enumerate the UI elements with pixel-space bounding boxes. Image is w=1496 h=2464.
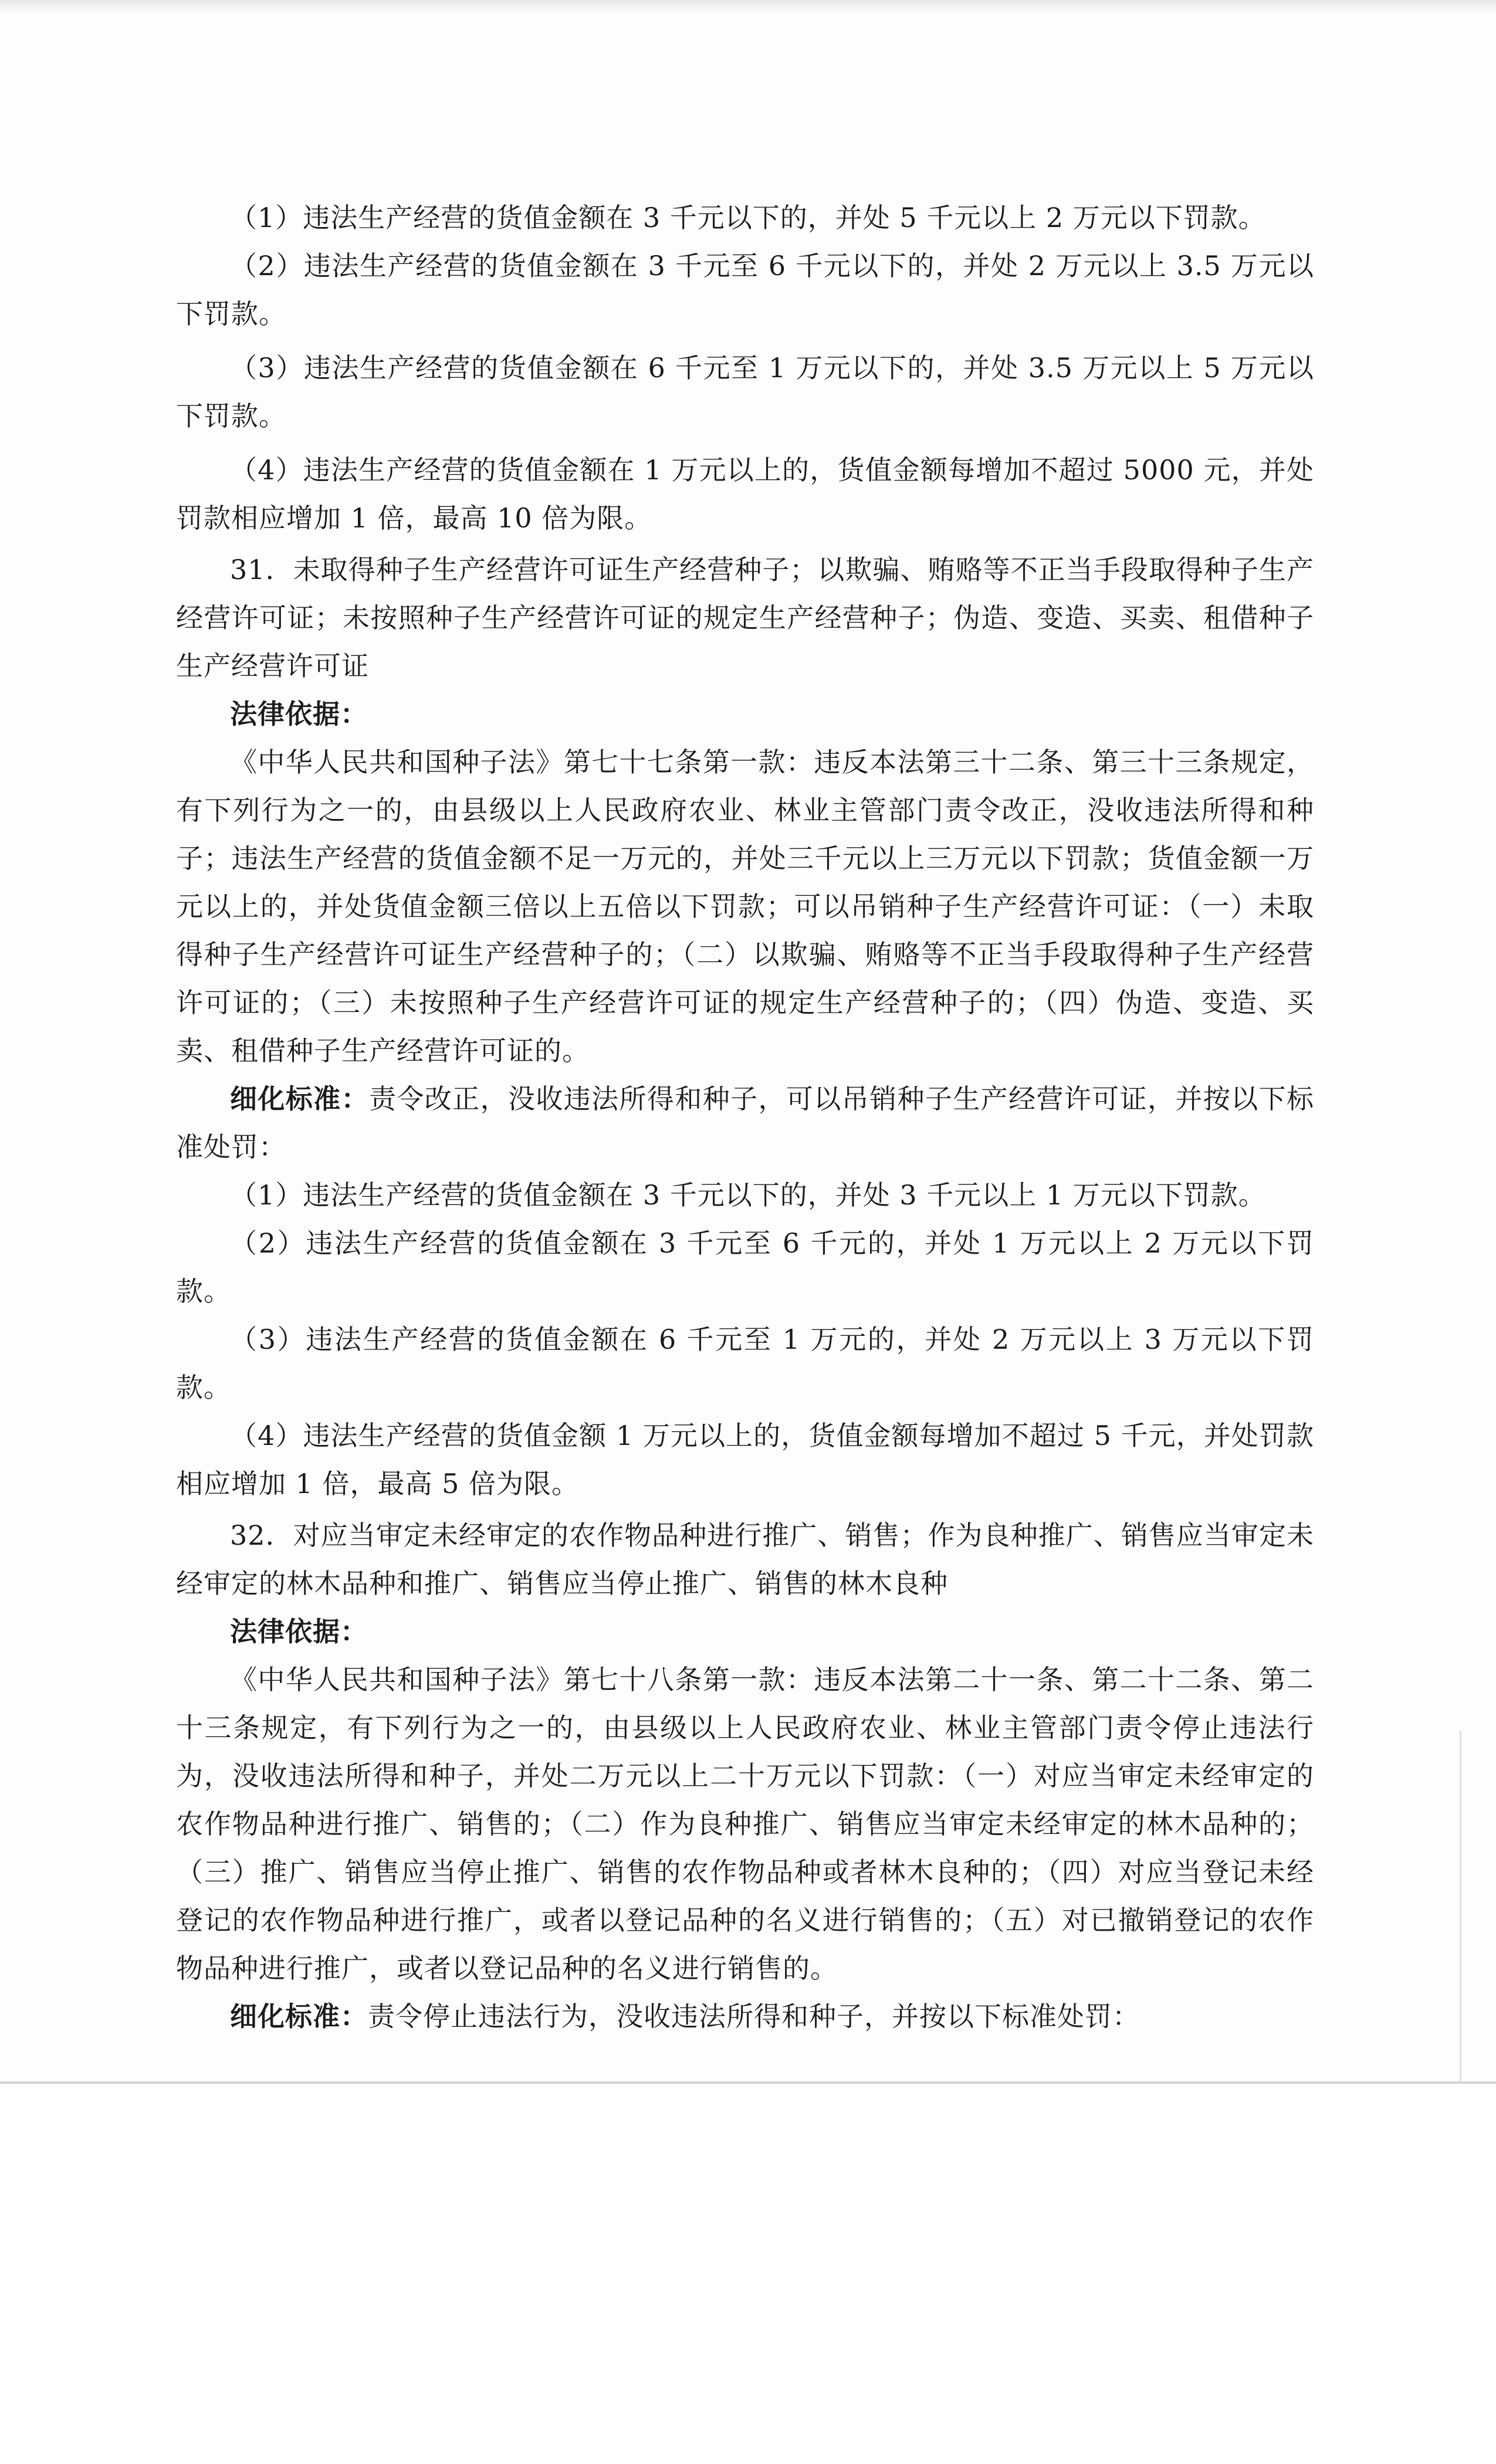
legal-basis-text-31: 《中华人民共和国种子法》第七十七条第一款：违反本法第三十二条、第三十三条规定，有下列行为之一的，由县级以上人民政府农业、林业主管部门责令改正，没收违法所得和种子；违法生产经营的货值金额不足一万元的，并处三千元以上三万元以下罚款；货值金额一万元以上的，并处货值金额三倍以上五倍以下罚款；可以吊销种子生产经营许可证：（一）未取得种子生产经营许可证生产经营种子的；（二）以欺骗、贿赂等不正当手段取得种子生产经营许可证的；（三）未按照种子生产经营许可证的规定生产经营种子的；（四）伪造、变造、买卖、租借种子生产经营许可证的。	[176, 746, 1314, 1067]
penalty-item: （3）违法生产经营的货值金额在 6 千元至 1 万元的，并处 2 万元以上 3 万元以下罚款。	[176, 1324, 1314, 1403]
document-body	[176, 194, 1314, 2040]
penalty-item: （1）违法生产经营的货值金额在 3 千元以下的，并处 3 千元以上 1 万元以下罚款。	[230, 1179, 1266, 1211]
legal-basis-label: 法律依据：	[230, 698, 368, 730]
penalty-item: （2）违法生产经营的货值金额在 3 千元至 6 千元以下的，并处 2 万元以上 3.5 万元以下罚款。	[176, 250, 1314, 330]
penalty-item: （4）违法生产经营的货值金额在 1 万元以上的，货值金额每增加不超过 5000 元，并处罚款相应增加 1 倍，最高 10 倍为限。	[176, 454, 1314, 534]
standard-32	[176, 1992, 1314, 2040]
standard-text: 责令停止违法行为，没收违法所得和种子，并按以下标准处罚：	[368, 2001, 1140, 2032]
penalty-item: （3）违法生产经营的货值金额在 6 千元至 1 万元以下的，并处 3.5 万元以上 5 万元以下罚款。	[176, 352, 1314, 432]
penalty-item: （2）违法生产经营的货值金额在 3 千元至 6 千元的，并处 1 万元以上 2 万元以下罚款。	[176, 1227, 1314, 1307]
article-heading-31: 31．未取得种子生产经营许可证生产经营种子；以欺骗、贿赂等不正当手段取得种子生产经营许可证；未按照种子生产经营许可证的规定生产经营种子；伪造、变造、买卖、租借种子生产经营许可证	[176, 554, 1314, 682]
standard-label: 细化标准：	[230, 1083, 369, 1115]
standard-label: 细化标准：	[230, 2001, 368, 2032]
page-bottom-edge	[0, 2081, 1496, 2084]
legal-basis-label: 法律依据：	[230, 1616, 368, 1647]
penalty-item: （1）违法生产经营的货值金额在 3 千元以下的，并处 5 千元以上 2 万元以下罚款。	[230, 202, 1266, 233]
legal-basis-label-31	[176, 690, 1314, 738]
article-heading-32: 32．对应当审定未经审定的农作物品种进行推广、销售；作为良种推广、销售应当审定未经审定的林木品种和推广、销售应当停止推广、销售的林木良种	[176, 1519, 1314, 1599]
legal-basis-label-32	[176, 1607, 1314, 1656]
page-right-edge	[1460, 1731, 1461, 2083]
standard-text: 责令改正，没收违法所得和种子，可以吊销种子生产经营许可证，并按以下标准处罚：	[176, 1083, 1315, 1163]
legal-basis-text-32: 《中华人民共和国种子法》第七十八条第一款：违反本法第二十一条、第二十二条、第二十三条规定，有下列行为之一的，由县级以上人民政府农业、林业主管部门责令停止违法行为，没收违法所得和种子，并处二万元以上二十万元以下罚款：（一）对应当审定未经审定的农作物品种进行推广、销售的；（二）作为良种推广、销售应当审定未经审定的林木品种的；（三）推广、销售应当停止推广、销售的农作物品种或者林木良种的；（四）对应当登记未经登记的农作物品种进行推广，或者以登记品种的名义进行销售的；（五）对已撤销登记的农作物品种进行推广，或者以登记品种的名义进行销售的。	[176, 1664, 1314, 1984]
penalty-item: （4）违法生产经营的货值金额 1 万元以上的，货值金额每增加不超过 5 千元，并处罚款相应增加 1 倍，最高 5 倍为限。	[176, 1420, 1314, 1500]
scan-shadow	[0, 0, 1496, 13]
standard-31	[176, 1075, 1314, 1171]
